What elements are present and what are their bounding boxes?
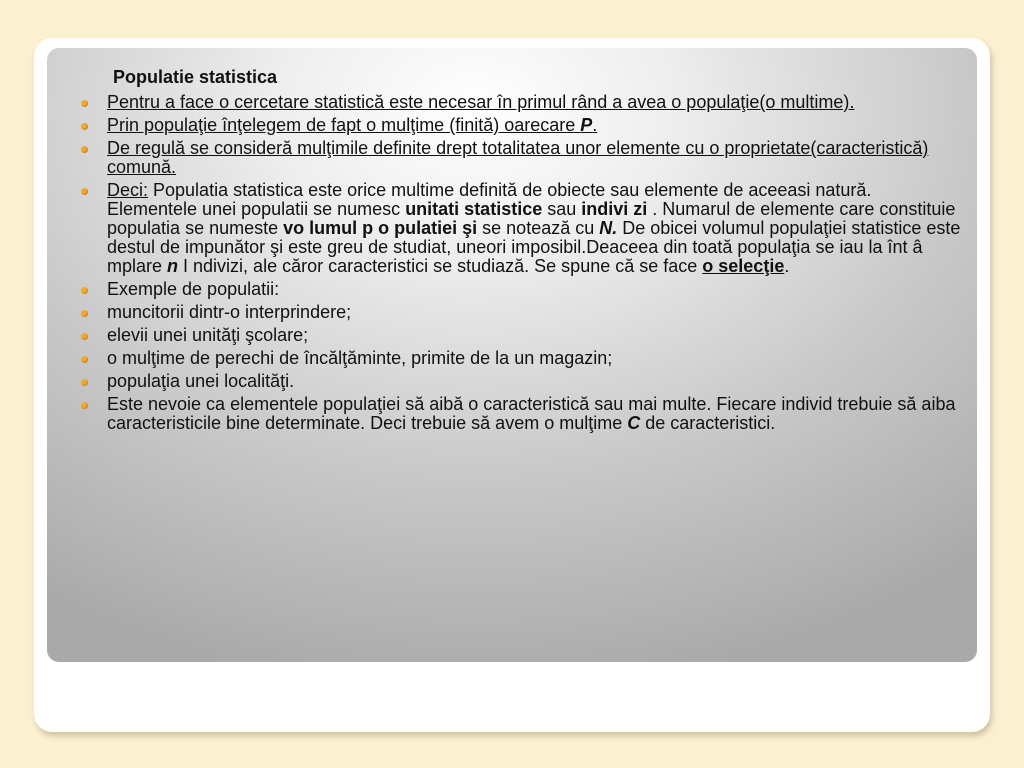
bullet-5-text: Exemple de populatii: <box>107 279 280 299</box>
bullet-4-text-e: De obicei volumul populaţiei statistice este destul de impunător şi este greu de studiat, uneori imposibil.Deaceea din toată populaţia se iau la înt â mplare <box>107 218 961 276</box>
bullet-4-text-c: . Numarul de elemente care constituie populatia se numeste <box>107 199 956 238</box>
bullet-7 <box>107 326 962 345</box>
bullet-10-text: Este nevoie ca elementele populaţiei să aibă o caracteristică sau mai multe. Fiecare individ trebuie să aiba caracteristicile bine determinate. Deci trebuie să avem o mulţime <box>107 394 956 433</box>
bullet-7-text: elevii unei unităţi şcolare; <box>107 325 309 345</box>
slide-title: Populatie statistica <box>113 67 278 87</box>
bullet-1 <box>107 93 962 112</box>
bullet-3 <box>107 139 962 177</box>
bullet-4-symbol-n: n <box>167 256 179 276</box>
slide-content <box>107 68 962 437</box>
bullet-9 <box>107 372 962 391</box>
bullet-10 <box>107 395 962 433</box>
bullet-1-text: Pentru a face o cercetare statistică este necesar în primul rând a avea o populaţie(o multime). <box>107 92 855 112</box>
bullet-4-deci: Deci: <box>107 180 149 200</box>
bullet-4-text-d: se notează cu <box>477 218 600 238</box>
bullet-4-unitati: unitati statistice <box>405 199 543 219</box>
bullet-9-text: populaţia unei localităţi. <box>107 371 295 391</box>
bullet-8 <box>107 349 962 368</box>
bullet-3-text: De regulă se consideră mulţimile definite drept totalitatea unor elemente cu o proprietate(caracteristică) comună. <box>107 138 929 177</box>
bullet-6-text: muncitorii dintr-o interprindere; <box>107 302 352 322</box>
bullet-4 <box>107 181 962 276</box>
bullet-4-text-a: Populatia statistica este orice multime definită de obiecte sau elemente de aceeasi natură. Elementele unei populatii se numesc <box>107 180 872 219</box>
bullet-2-symbol-p: P <box>580 115 593 135</box>
bullet-10-end: de caracteristici. <box>640 413 776 433</box>
bullet-4-symbol-n-upper: N. <box>599 218 618 238</box>
bullet-2-end: . <box>592 115 598 135</box>
bullet-list <box>107 93 962 433</box>
bullet-4-end: . <box>784 256 790 276</box>
bullet-4-text-b: sau <box>542 199 582 219</box>
bullet-2-text: Prin populaţie înţelegem de fapt o mulţime (finită) oarecare <box>107 115 581 135</box>
bullet-6 <box>107 303 962 322</box>
bullet-5 <box>107 280 962 299</box>
bullet-4-text-f: I ndivizi, ale căror caracteristici se studiază. Se spune că se face <box>178 256 703 276</box>
bullet-4-volum: vo lumul p o pulatiei şi <box>283 218 478 238</box>
bullet-2 <box>107 116 962 135</box>
bullet-4-indivizi: indivi zi <box>581 199 648 219</box>
bullet-8-text: o mulţime de perechi de încălţăminte, primite de la un magazin; <box>107 348 613 368</box>
bullet-10-symbol-c: C <box>627 413 641 433</box>
bullet-4-selectie: o selecţie <box>702 256 785 276</box>
